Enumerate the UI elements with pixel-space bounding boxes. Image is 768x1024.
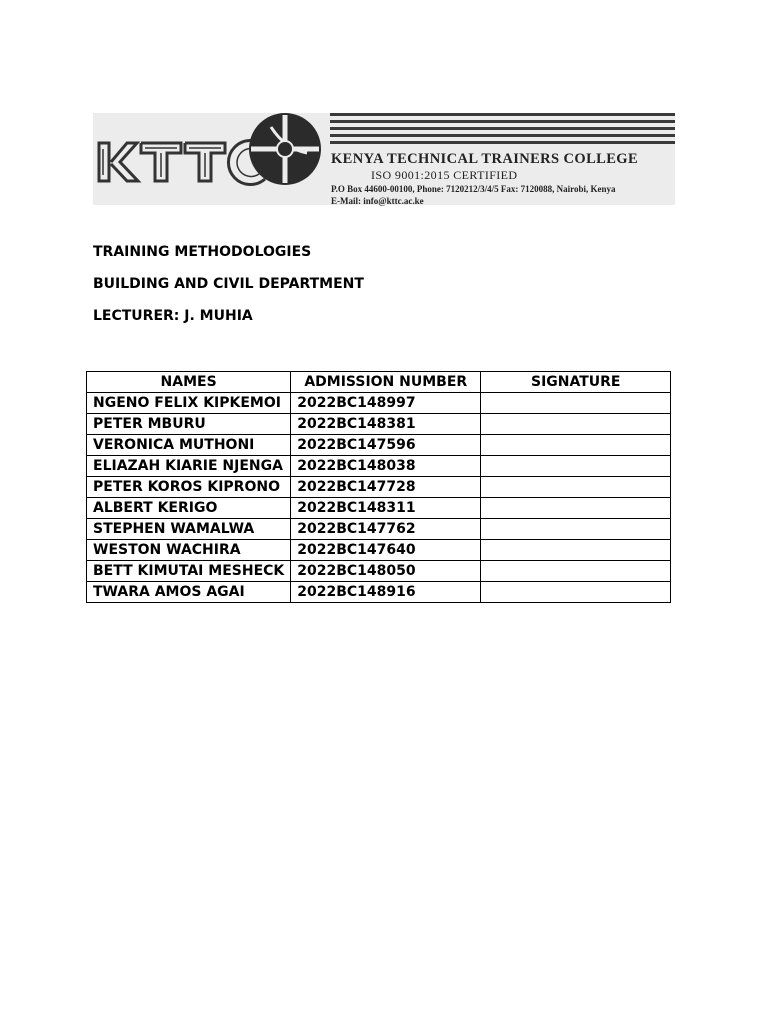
student-name: ELIAZAH KIARIE NJENGA	[87, 456, 291, 477]
department-title: BUILDING AND CIVIL DEPARTMENT	[93, 276, 364, 292]
table-row	[87, 561, 671, 582]
admission-number: 2022BC147762	[291, 519, 481, 540]
admission-number: 2022BC147596	[291, 435, 481, 456]
table-row	[87, 498, 671, 519]
logo-letter-t2	[185, 143, 225, 181]
table-row	[87, 540, 671, 561]
admission-number: 2022BC148916	[291, 582, 481, 603]
table-header-row	[87, 372, 671, 393]
signature-cell	[481, 393, 671, 414]
admission-number: 2022BC148038	[291, 456, 481, 477]
admission-number: 2022BC147728	[291, 477, 481, 498]
table-row	[87, 393, 671, 414]
student-name: VERONICA MUTHONI	[87, 435, 291, 456]
certification-text: ISO 9001:2015 CERTIFIED	[371, 168, 518, 182]
lecturer-line: LECTURER: J. MUHIA	[93, 308, 253, 324]
letterhead-rules	[330, 113, 675, 148]
signature-cell	[481, 582, 671, 603]
signature-cell	[481, 435, 671, 456]
table-row	[87, 414, 671, 435]
admission-number: 2022BC148381	[291, 414, 481, 435]
contact-block	[331, 183, 616, 207]
header-names: NAMES	[87, 372, 291, 393]
logo-letter-t1	[141, 143, 181, 181]
student-table	[86, 371, 671, 603]
signature-cell	[481, 477, 671, 498]
student-name: WESTON WACHIRA	[87, 540, 291, 561]
logo-letter-k	[99, 143, 138, 181]
email-line: E-Mail: info@kttc.ac.ke	[331, 196, 424, 206]
student-name: STEPHEN WAMALWA	[87, 519, 291, 540]
table-row	[87, 456, 671, 477]
admission-number: 2022BC147640	[291, 540, 481, 561]
table-row	[87, 435, 671, 456]
student-name: NGENO FELIX KIPKEMOI	[87, 393, 291, 414]
student-name: PETER MBURU	[87, 414, 291, 435]
signature-cell	[481, 561, 671, 582]
signature-cell	[481, 519, 671, 540]
signature-cell	[481, 540, 671, 561]
table-row	[87, 519, 671, 540]
student-name: TWARA AMOS AGAI	[87, 582, 291, 603]
admission-number: 2022BC148050	[291, 561, 481, 582]
student-name: BETT KIMUTAI MESHECK	[87, 561, 291, 582]
signature-cell	[481, 498, 671, 519]
college-name: KENYA TECHNICAL TRAINERS COLLEGE	[331, 151, 639, 167]
student-name: ALBERT KERIGO	[87, 498, 291, 519]
table-row	[87, 477, 671, 498]
admission-number: 2022BC148311	[291, 498, 481, 519]
kttc-logo	[93, 113, 329, 205]
header-signature: SIGNATURE	[481, 372, 671, 393]
admission-number: 2022BC148997	[291, 393, 481, 414]
course-title: TRAINING METHODOLOGIES	[93, 244, 312, 260]
signature-cell	[481, 456, 671, 477]
table-row	[87, 582, 671, 603]
letterhead	[93, 113, 675, 205]
emblem-icon	[249, 113, 321, 185]
contact-line: P.O Box 44600-00100, Phone: 7120212/3/4/5 Fax: 7120088, Nairobi, Kenya	[331, 184, 616, 194]
signature-cell	[481, 414, 671, 435]
header-admission-number: ADMISSION NUMBER	[291, 372, 481, 393]
student-name: PETER KOROS KIPRONO	[87, 477, 291, 498]
